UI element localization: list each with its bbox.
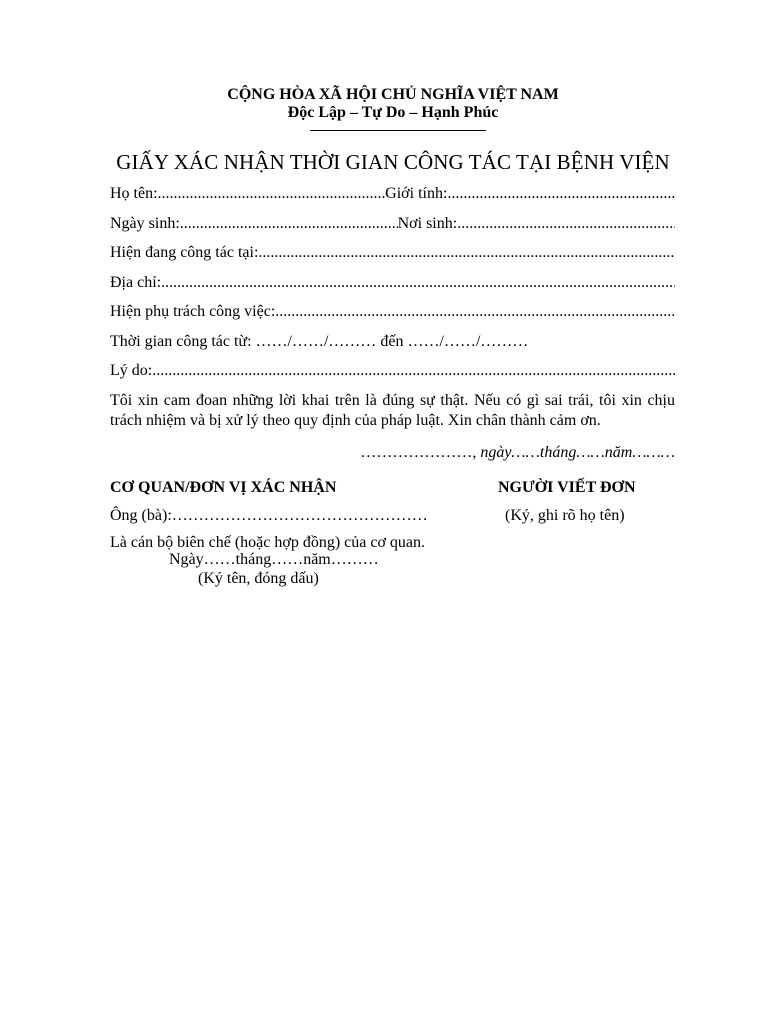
name-label: Họ tên: xyxy=(110,185,158,202)
address-row xyxy=(110,273,675,293)
dob-birthplace-row xyxy=(110,214,675,234)
workplace-row xyxy=(110,243,675,263)
duty-field[interactable] xyxy=(275,302,675,322)
applicant-sign-note: (Ký, ghi rõ họ tên) xyxy=(505,507,625,524)
birthplace-label: Nơi sinh: xyxy=(397,215,458,232)
dob-label: Ngày sinh: xyxy=(110,215,180,232)
dob-field[interactable] xyxy=(180,214,398,234)
gender-label: Giới tính: xyxy=(385,185,448,202)
gender-field[interactable] xyxy=(447,184,675,204)
declaration-paragraph: Tôi xin cam đoan những lời khai trên là đúng sự thật. Nếu có gì sai trái, tôi xin chịu trách nhiệm và bị xử lý theo quy định của pháp luật. Xin chân thành cảm ơn. xyxy=(110,392,675,429)
duty-row xyxy=(110,302,675,322)
confirming-agency-heading: CƠ QUAN/ĐƠN VỊ XÁC NHẬN xyxy=(110,479,337,496)
country-header: CỘNG HÒA XÃ HỘI CHỦ NGHĨA VIỆT NAM xyxy=(227,86,559,103)
document-title: GIẤY XÁC NHẬN THỜI GIAN CÔNG TÁC TẠI BỆNH VIỆN xyxy=(116,150,670,174)
motto-header: Độc Lập – Tự Do – Hạnh Phúc xyxy=(287,104,499,121)
address-label: Địa chỉ: xyxy=(110,274,162,291)
agency-sign-note: (Ký tên, đóng dấu) xyxy=(198,570,319,587)
address-field[interactable] xyxy=(161,273,675,293)
birthplace-field[interactable] xyxy=(457,214,675,234)
applicant-heading: NGƯỜI VIẾT ĐƠN xyxy=(498,479,636,496)
workplace-label: Hiện đang công tác tại: xyxy=(110,244,259,261)
date-place: …………………, xyxy=(360,444,477,461)
name-field[interactable] xyxy=(158,184,386,204)
reason-row xyxy=(110,361,675,381)
person-line: Ông (bà):………………………………………… xyxy=(110,507,428,524)
agency-date-line: Ngày……tháng……năm……… xyxy=(169,551,379,568)
reason-label: Lý do: xyxy=(110,362,153,379)
workplace-field[interactable] xyxy=(258,243,675,263)
name-gender-row xyxy=(110,184,675,204)
period-text: Thời gian công tác từ: ……/……/……… đến ……/……/……… xyxy=(110,333,529,350)
header-divider xyxy=(310,130,486,131)
employment-statement: Là cán bộ biên chế (hoặc hợp đồng) của cơ quan. xyxy=(110,534,426,551)
reason-field[interactable] xyxy=(152,361,675,381)
period-row xyxy=(110,332,675,352)
date-value: ngày……tháng……năm……… xyxy=(476,444,675,461)
duty-label: Hiện phụ trách công việc: xyxy=(110,303,276,320)
date-line xyxy=(360,444,675,462)
